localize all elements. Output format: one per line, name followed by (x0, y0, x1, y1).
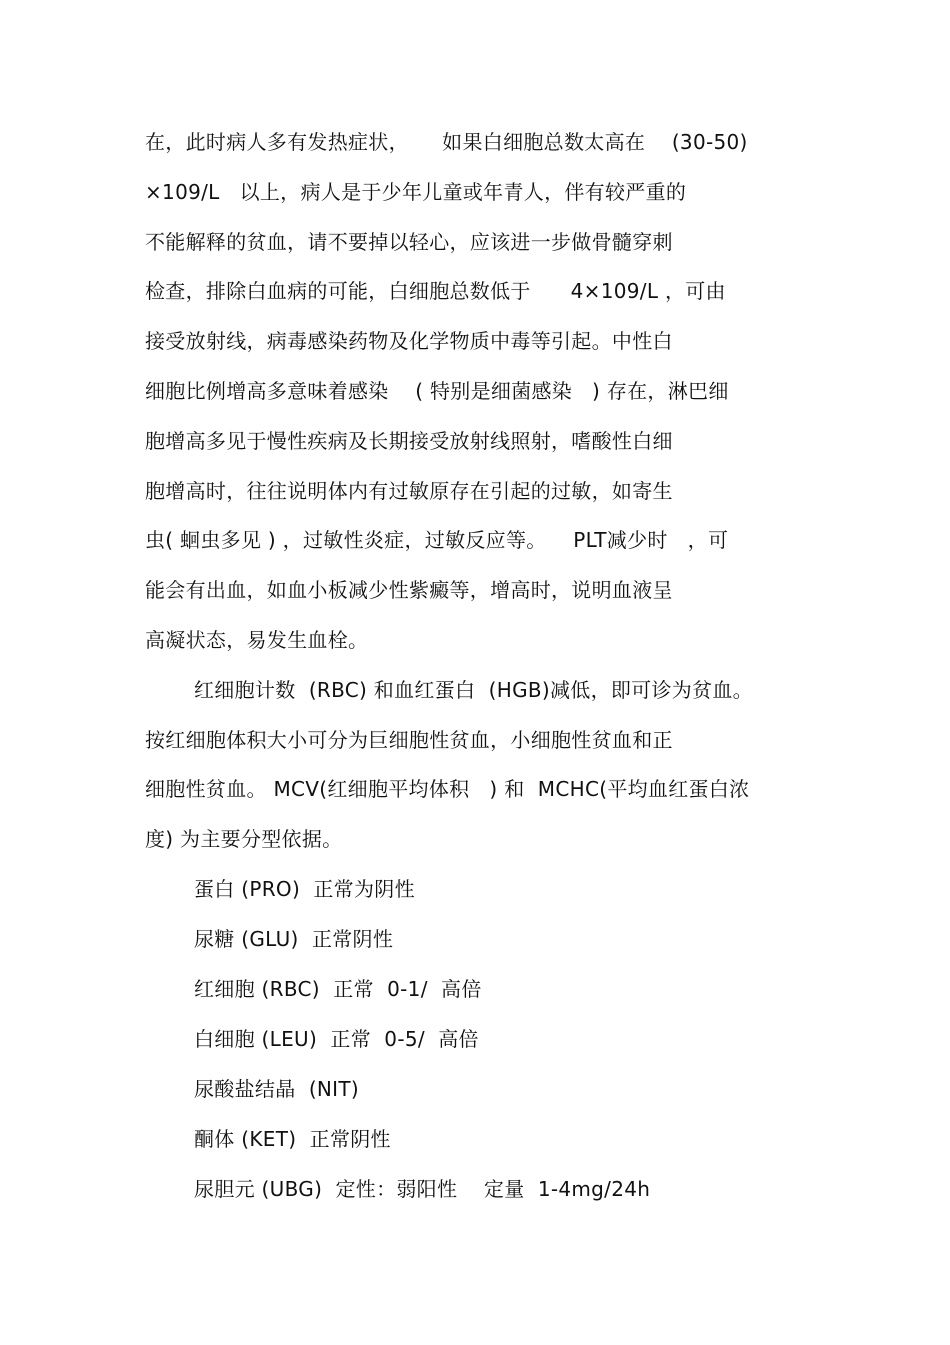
list-item: 红细胞 (RBC) 正常 0-1/ 高倍 (194, 977, 482, 1001)
text-line: ×109/L 以上，病人是于少年儿童或年青人，伴有较严重的 (145, 180, 687, 204)
text-line: 接受放射线，病毒感染药物及化学物质中毒等引起。中性白 (145, 329, 673, 353)
text-line: 不能解释的贫血，请不要掉以轻心，应该进一步做骨髓穿刺 (145, 230, 673, 254)
text-line: 高凝状态，易发生血栓。 (145, 628, 369, 652)
text-line: 胞增高时，往往说明体内有过敏原存在引起的过敏，如寄生 (145, 479, 673, 503)
text-line: 细胞比例增高多意味着感染 ( 特别是细菌感染 ) 存在，淋巴细 (145, 379, 729, 403)
list-item: 尿酸盐结晶 (NIT) (194, 1077, 359, 1101)
list-item: 尿糖 (GLU) 正常阴性 (194, 927, 394, 951)
list-item: 蛋白 (PRO) 正常为阴性 (194, 877, 415, 901)
text-line: 细胞性贫血。 MCV(红细胞平均体积 ) 和 MCHC(平均血红蛋白浓 (145, 777, 750, 801)
text-line: 度) 为主要分型依据。 (145, 827, 343, 851)
text-line: 能会有出血，如血小板减少性紫癜等，增高时，说明血液呈 (145, 578, 673, 602)
list-item: 尿胆元 (UBG) 定性：弱阳性 定量 1-4mg/24h (194, 1177, 651, 1201)
list-item: 酮体 (KET) 正常阴性 (194, 1127, 391, 1151)
text-line: 红细胞计数 (RBC) 和血红蛋白 (HGB)减低，即可诊为贫血。 (194, 678, 753, 702)
text-line: 在，此时病人多有发热症状， 如果白细胞总数太高在 (30-50) (145, 130, 748, 154)
text-line: 虫( 蛔虫多见 ) ，过敏性炎症，过敏反应等。 PLT减少时 ，可 (145, 528, 729, 552)
text-line: 按红细胞体积大小可分为巨细胞性贫血，小细胞性贫血和正 (145, 728, 673, 752)
list-item: 白细胞 (LEU) 正常 0-5/ 高倍 (194, 1027, 479, 1051)
text-line: 检查，排除白血病的可能，白细胞总数低于 4×109/L ，可由 (145, 279, 726, 303)
text-line: 胞增高多见于慢性疾病及长期接受放射线照射，嗜酸性白细 (145, 429, 673, 453)
